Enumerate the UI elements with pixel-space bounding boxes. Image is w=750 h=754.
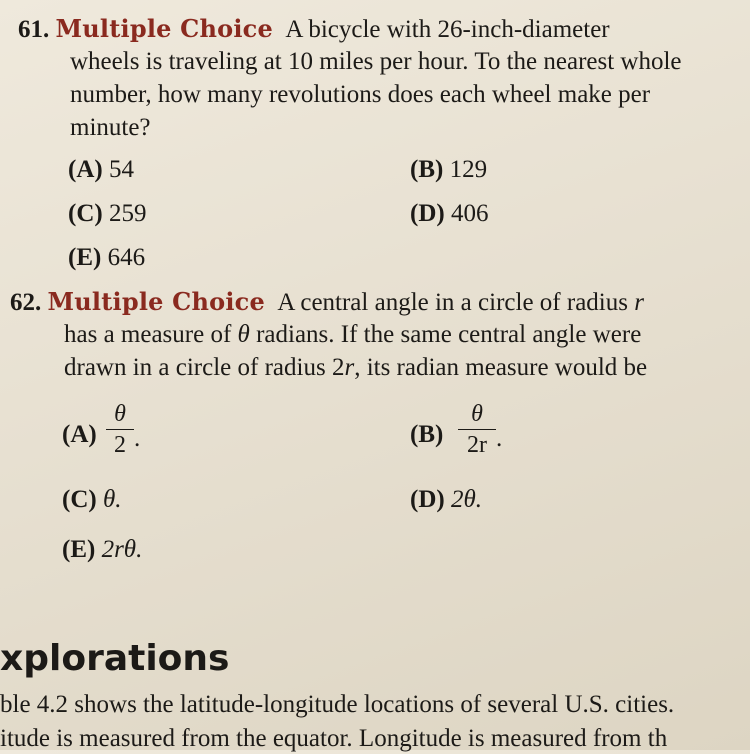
problem-62-choice-a-letter: (A)	[62, 421, 97, 448]
problem-61-line-3: number, how many revolutions does each wheel make per	[70, 81, 651, 108]
problem-62-choice-d: (D) 2θ.	[410, 486, 482, 513]
problem-62-choice-b-fraction: θ 2r	[458, 402, 496, 457]
problem-62-label: Multiple Choice	[47, 287, 265, 316]
problem-61-number: 61.	[18, 16, 50, 43]
section-heading: xplorations	[0, 638, 230, 679]
problem-62-number: 62.	[10, 289, 42, 316]
section-text-line-2: itude is measured from the equator. Longitude is measured from th	[0, 725, 668, 752]
problem-61-choice-c: (C) 259	[68, 200, 147, 227]
problem-61-line-1	[18, 14, 610, 45]
fraction-bar	[106, 429, 134, 430]
problem-61-choice-b: (B) 129	[410, 156, 488, 183]
problem-61-line-2: wheels is traveling at 10 miles per hour. To the nearest whole	[70, 48, 682, 75]
problem-62-choice-c: (C) θ.	[62, 486, 122, 513]
fraction-bar	[458, 429, 496, 430]
problem-61-text-1: A bicycle with 26-inch-diameter	[285, 16, 610, 43]
problem-62-choice-e: (E) 2rθ.	[62, 536, 143, 563]
problem-62-line-2: has a measure of θ radians. If the same central angle were	[64, 321, 642, 348]
problem-62-choice-a-fraction: θ 2	[106, 402, 134, 457]
problem-61-label: Multiple Choice	[55, 14, 273, 43]
problem-61-line-4: minute?	[70, 114, 151, 141]
problem-62-line-1: 62. Multiple Choice A central angle in a circle of radius r	[10, 287, 644, 316]
problem-61-choice-e: (E) 646	[68, 244, 146, 271]
problem-62-choice-b-tail: .	[496, 425, 503, 452]
section-text-line-1: ble 4.2 shows the latitude-longitude locations of several U.S. cities.	[0, 691, 675, 718]
problem-62-line-3: drawn in a circle of radius 2r, its radian measure would be	[64, 354, 648, 381]
problem-61-choice-d: (D) 406	[410, 200, 489, 227]
problem-62-choice-b-letter: (B)	[410, 421, 444, 448]
problem-62-choice-a-tail: .	[134, 425, 141, 452]
problem-61-choice-a: (A) 54	[68, 156, 134, 183]
